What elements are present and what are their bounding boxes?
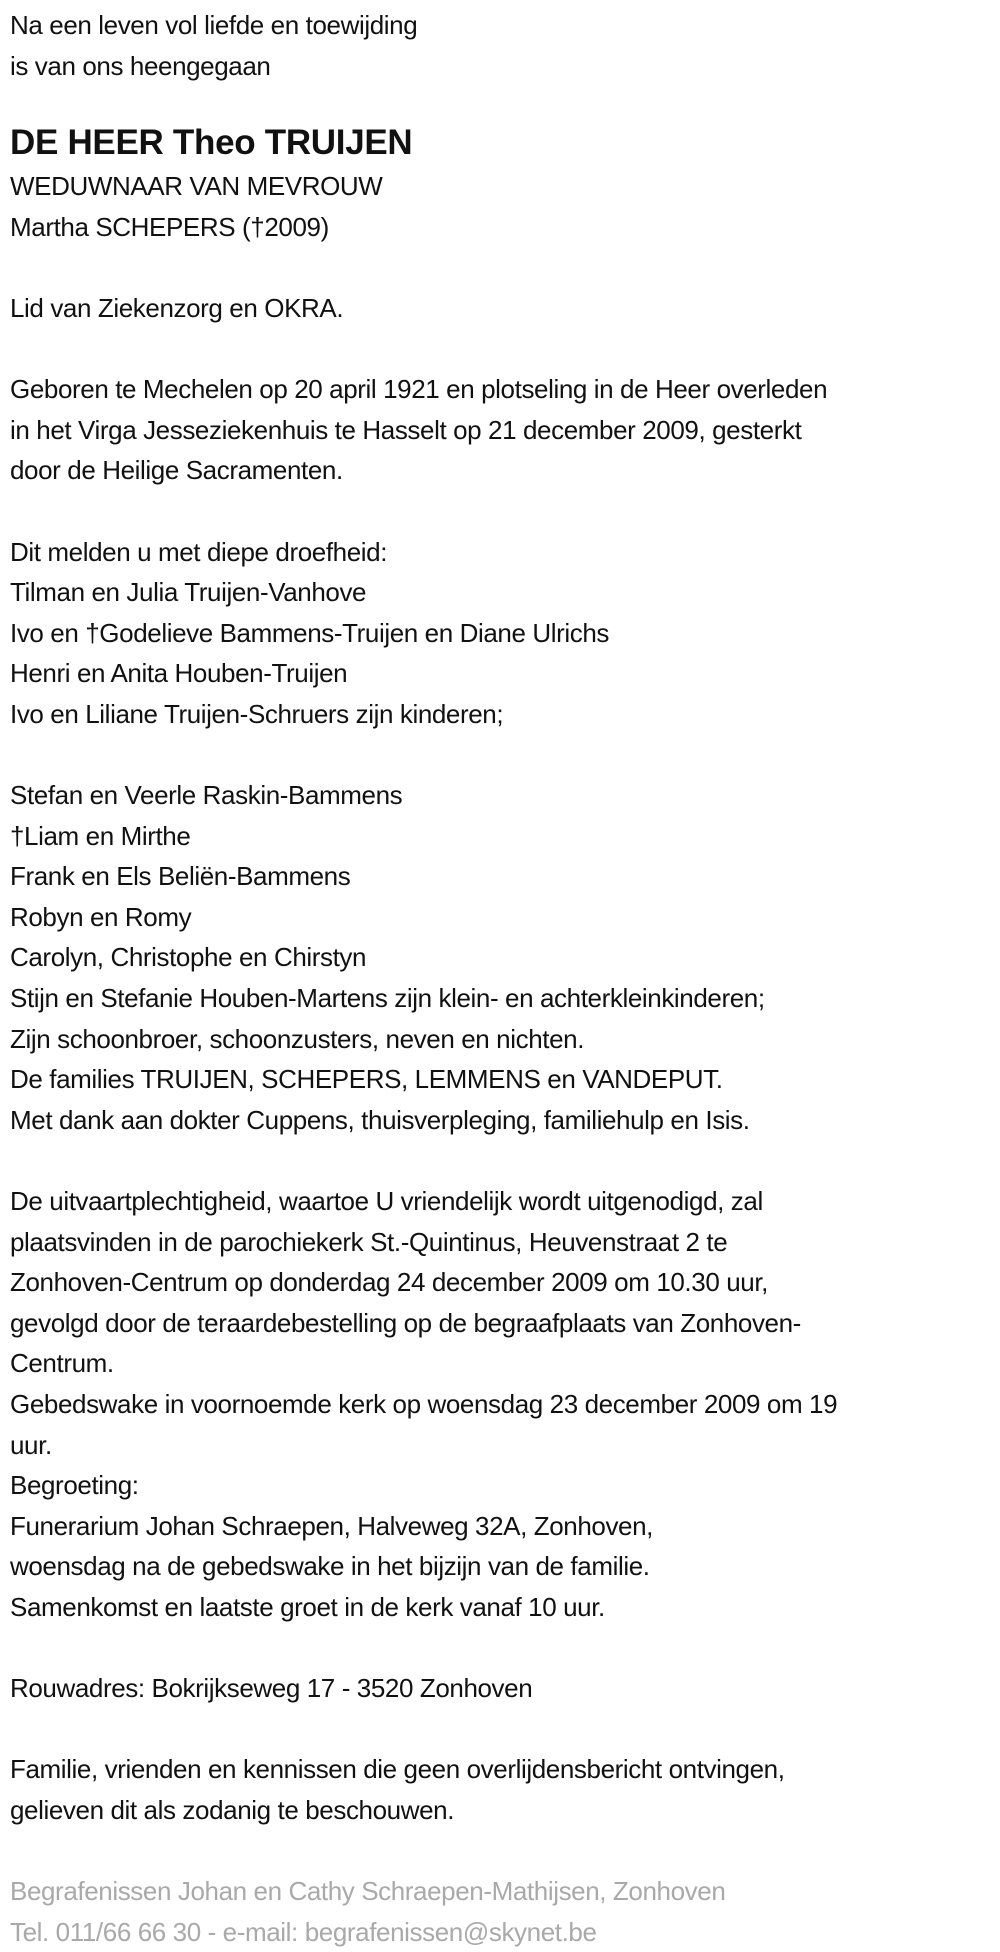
text-line: De uitvaartplechtigheid, waartoe U vriendelijk wordt uitgenodigd, zal [10,1186,763,1217]
text-line: woensdag na de gebedswake in het bijzijn van de familie. [10,1551,650,1582]
mourning-address: Rouwadres: Bokrijkseweg 17 - 3520 Zonhoven [10,1673,533,1704]
intro-line: Na een leven vol liefde en toewijding [10,10,418,40]
text-line: Henri en Anita Houben-Truijen [10,658,348,689]
obituary-notice [10,5,837,1952]
funeral-home-footer [10,1871,837,1952]
text-line: Centrum. [10,1348,114,1379]
text-line: Zonhoven-Centrum op donderdag 24 december 2009 om 10.30 uur, [10,1267,768,1298]
children-section [10,532,837,735]
text-line: Carolyn, Christophe en Chirstyn [10,942,367,973]
text-line: Funerarium Johan Schraepen, Halveweg 32A, Zonhoven, [10,1510,653,1541]
text-line: Begroeting: [10,1470,139,1501]
funeral-section [10,1181,837,1628]
text-line: Met dank aan dokter Cuppens, thuisverpleging, familiehulp en Isis. [10,1104,750,1135]
text-line: Tilman en Julia Truijen-Vanhove [10,577,367,608]
text-line: gevolgd door de teraardebestelling op de begraafplaats van Zonhoven- [10,1307,801,1338]
text-line: Frank en Els Beliën-Bammens [10,861,351,892]
deceased-name: DE HEER Theo TRUIJEN [10,123,413,163]
birth-death-section [10,369,837,491]
text-line: Stijn en Stefanie Houben-Martens zijn klein- en achterkleinkinderen; [10,983,765,1014]
text-line: Zijn schoonbroer, schoonzusters, neven en nichten. [10,1023,585,1054]
text-line: uur. [10,1429,52,1460]
text-line: door de Heilige Sacramenten. [10,455,343,486]
text-line: Familie, vrienden en kennissen die geen overlijdensbericht ontvingen, [10,1754,785,1785]
grandchildren-section [10,775,837,1140]
text-line: gelieven dit als zodanig te beschouwen. [10,1794,455,1825]
text-line: Ivo en Liliane Truijen-Schruers zijn kinderen; [10,698,504,729]
text-line: plaatsvinden in de parochiekerk St.-Quintinus, Heuvenstraat 2 te [10,1226,728,1257]
text-line: Geboren te Mechelen op 20 april 1921 en plotseling in de Heer overleden [10,374,828,405]
funeral-home-contact: Tel. 011/66 66 30 - e-mail: begrafenissen@skynet.be [10,1916,597,1947]
text-line: in het Virga Jesseziekenhuis te Hasselt op 21 december 2009, gesterkt [10,414,802,445]
subtitle-line: WEDUWNAAR VAN MEVROUW [10,171,383,202]
intro-line: is van ons heengegaan [10,50,271,81]
text-line: Robyn en Romy [10,901,192,932]
subtitle-line: Martha SCHEPERS (†2009) [10,211,329,242]
funeral-home-name: Begrafenissen Johan en Cathy Schraepen-Mathijsen, Zonhoven [10,1876,726,1907]
membership: Lid van Ziekenzorg en OKRA. [10,292,344,323]
text-line: Ivo en †Godelieve Bammens-Truijen en Diane Ulrichs [10,617,609,648]
closing-section [10,1749,837,1830]
text-line: Samenkomst en laatste groet in de kerk vanaf 10 uur. [10,1591,605,1622]
text-line: Dit melden u met diepe droefheid: [10,536,388,567]
text-line: De families TRUIJEN, SCHEPERS, LEMMENS en VANDEPUT. [10,1064,723,1095]
text-line: †Liam en Mirthe [10,820,191,851]
text-line: Gebedswake in voornoemde kerk op woensdag 23 december 2009 om 19 [10,1389,838,1419]
text-line: Stefan en Veerle Raskin-Bammens [10,780,403,811]
